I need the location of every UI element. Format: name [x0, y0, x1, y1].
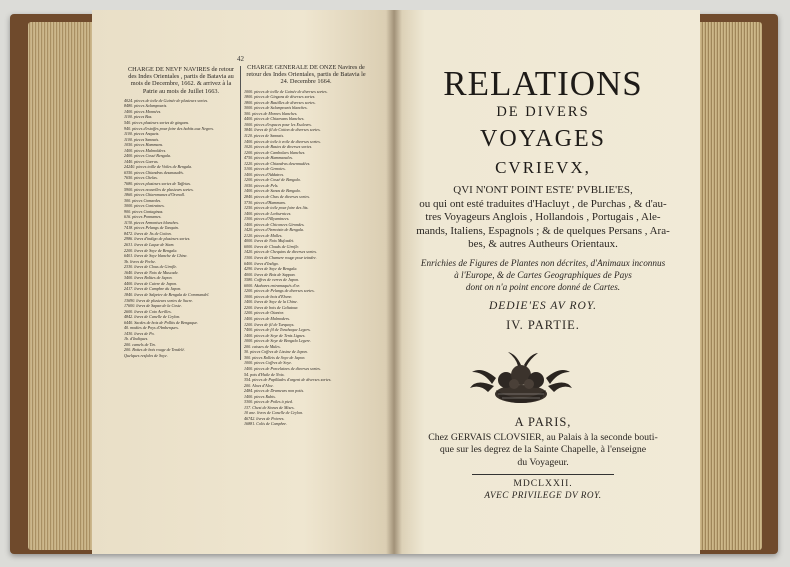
cargo-entry: 54. pots d'Huile de Noix. [244, 371, 285, 377]
cargo-entry: 1200. livres de fil de Turquoys. [244, 321, 295, 327]
cargo-entry: 2417. livres de Camphre du Japon. [124, 286, 182, 292]
cargo-entry: 1000. pieces de bois d'Ebene. [244, 293, 293, 299]
cargo-entry: 1220. pieces de Chiandras desennudées. [244, 160, 311, 166]
cargo-entry: 24240. pieces toille de Voiles de Bengala. [124, 164, 193, 170]
cargo-entry: 1000. pieces de toille de Guinée de diverses sortes. [244, 88, 328, 94]
cargo-entry: 300. pieces Rollets de Soye de Japon. [244, 354, 306, 360]
cargo-entry: 1300. livres de Chamere rouge pour teindre. [244, 255, 317, 261]
imprint-rule [472, 474, 614, 475]
cargo-entry: 1b. d'Indiques. [124, 336, 149, 342]
cargo-entry: 1840. livres de Salpetre de Bengala de Coromandel. [124, 291, 210, 297]
enrichment-line: à l'Europe, & de Cartes Geographiques de Pays [454, 269, 632, 280]
cargo-entry: 4400. livres de Cuivre de Japon. [124, 280, 178, 286]
cargo-entry: 1400. pieces d'Addatres. [244, 171, 285, 177]
cargo-entry: 1100. pieces Anquets. [124, 131, 160, 137]
cargo-entry: 1400. livres de Soye de la Chine. [244, 299, 298, 305]
cargo-entry: 200. caisses de Mules. [244, 343, 281, 349]
cargo-entry: 4400. pieces de Chianvans blanches. [244, 116, 305, 122]
cargo-entry: 2631. livres de Laque de Siam. [124, 242, 175, 248]
cargo-entry: 8472. livres de Jis de Cotton. [124, 230, 172, 236]
subtitle-line: QVI N'ONT POINT ESTE' PVBLIE'ES, [453, 184, 633, 196]
cargo-entry: 2200. livres de Soye de Bengala. [124, 247, 178, 253]
cargo-entry: 1120. pieces de Sannais. [244, 132, 285, 138]
cargo-entry: 3000. pieces de Salampouris blanches. [244, 105, 308, 111]
enrichment-block [396, 258, 690, 293]
cargo-column-1 [124, 66, 238, 359]
cargo-entry: 7400. pieces de fil de Tonchaque Legers. [244, 327, 311, 333]
cargo-entry: 1100. pieces Sannais. [124, 136, 160, 142]
subtitle-line: tres Voyageurs Anglois , Hollandois , Portugais , Ale- [425, 211, 661, 224]
part-number: IV. PARTIE. [506, 318, 580, 332]
cargo-entry: 13690. livres de plusieurs sortes de Sucre. [124, 297, 194, 303]
title-curieux: CVRIEVX, [495, 158, 591, 177]
basket-of-fruit-ornament [466, 348, 576, 406]
cargo-entry: 2400. pieces Cossé Bengala. [124, 153, 171, 159]
imprint-city: A PARIS, [514, 415, 572, 429]
page-edges-right [698, 22, 762, 550]
cargo-entry: 4290. livres de Soye de Bengala. [244, 266, 298, 272]
cargo-entry: 4000. livres de Bois de Sappan. [244, 271, 296, 277]
cargo-entry: 4750. pieces de Hammanales. [244, 155, 294, 161]
cargo-entry: 1400. pieces Monnées. [124, 108, 162, 114]
enrichment-line: Enrichies de Figures de Plantes non décrites, d'Animaux inconnus [420, 258, 666, 268]
title-de-divers: DE DIVERS [496, 104, 590, 120]
cargo-entry: 6350. pieces Chiandras desanaudés. [124, 169, 184, 175]
cargo-entry: 1400. pieces de Porcelaines de diverses sortes. [244, 365, 321, 371]
cargo-entry: 1000. pieces Coffres de Soye. [244, 360, 293, 366]
cargo-entry: 30. pieces Coffres de Lissine de Japon. [244, 349, 308, 355]
page-number: 42 [237, 55, 244, 63]
cargo-entry: 4024. pieces de toile de Guinée de plusieurs sortes. [124, 97, 209, 103]
cargo-column-2-list [244, 89, 368, 427]
cargo-entry: 17600. livres de Sapan de la Coste. [124, 303, 182, 309]
cargo-entry: 3730. pieces d'Hammans. [244, 199, 287, 205]
subtitle-line: mands, Italiens, Espagnols ; & de quelques Persans , Ara- [416, 224, 670, 237]
cargo-entry: 1050. pieces de Pels. [244, 182, 279, 188]
cargo-entry: 1200. pieces de Otantor. [244, 310, 284, 316]
title-voyages: VOYAGES [479, 126, 606, 152]
cargo-entry: 1400. pieces de Malmoders. [244, 316, 291, 322]
cargo-entry: 1440. pieces Gaeras. [124, 158, 159, 164]
cargo-entry: 3580. Coffres de verres de Japon. [244, 277, 300, 283]
cargo-entry: 2600. livres de Coto Acrilles. [124, 308, 172, 314]
imprint-line: du Voyageur. [517, 456, 569, 468]
cargo-entry: 1420. pieces de Chequins de diverses sortes. [244, 249, 317, 255]
cargo-entry: 200. Bottes de bois rouge de Tendelé. [124, 347, 186, 353]
cargo-entry: 2840. pieces de Chas de diverses sortes. [244, 194, 310, 199]
imprint-line: Chez GERVAIS CLOVSIER, au Palais à la seconde bouti- [428, 432, 658, 443]
cargo-entry: 10 ane. livres de Canelle de Ceylon. [244, 410, 304, 416]
cargo-entry: 4000. livres de Noix Mufcadet. [244, 238, 295, 244]
cargo-entry: 16881. Colis de Camphre. [244, 421, 287, 427]
cargo-entry: 1400. pieces de Soye de Tenis Lignes. [244, 332, 306, 338]
cargo-column-2-heading: CHARGE GENERALE DE ONZE Navires de retour des Indes Orientales, partis de Batavia le 24. Decembre 1664. [246, 64, 366, 86]
cargo-entry: 354. pieces de Papillades d'argent de diverses sortes. [244, 377, 332, 383]
publication-year: MDCLXXII. [513, 478, 573, 489]
cargo-entry: Quelques resfales de Soye. [124, 352, 168, 358]
cargo-entry: 2200. livres de bois de Caliatour. [244, 304, 299, 310]
cargo-entry: 1300. pieces d'Allyaminees. [244, 216, 290, 222]
cargo-entry: 137. Chest de Stones de Mises. [244, 404, 295, 410]
cargo-entry: 6440. Sacdes de bois de Pollits de Bengaque. [124, 319, 199, 325]
cargo-entry: 1130. pieces Armonises blanches. [124, 219, 179, 225]
cargo-entry: 3840. livres de fil de Cotton de diverses sortes. [244, 127, 321, 133]
cargo-column-1-heading: CHARGE DE NEVF NAVIRES de retour des Indes Orientales , partis de Batavia au mois de Decembre, 1662. & arrivez à la Patrie au mois de Juillet 1663. [127, 66, 235, 95]
cargo-entry: 6400. livres d'Indigo. [244, 260, 279, 266]
column-divider [240, 66, 241, 360]
cargo-entry: 2484. pieces de Drameurs non potis. [244, 388, 305, 394]
cargo-entry: 1430. livres de Po. [124, 330, 155, 336]
enrichment-line: dont on n'a point encore donné de Cartes. [465, 281, 621, 292]
cargo-entry: 2330. livres de Clous de Girofle. [124, 264, 178, 270]
subtitle-line: bes, & autres Autheurs Orientaux. [468, 238, 618, 251]
page-edges-left [28, 22, 100, 550]
cargo-entry: 3000. pieces Contraines. [124, 203, 165, 209]
cargo-entry: 2986. livres d'indigo de plusieurs sortes. [124, 236, 191, 242]
cargo-entry: 3400. livres Bolites de Japon. [124, 275, 173, 281]
cargo-entry: 6000. Akahares entramaqués d'or. [244, 282, 300, 288]
subtitle-block [396, 184, 690, 252]
cargo-entry: 1200. pieces de Cossé de Bengala. [244, 177, 301, 183]
cargo-entry: 900. pieces Contaginas. [124, 208, 164, 214]
cargo-entry: 5900. pieces nouvelles de plusieurs sortes. [124, 186, 194, 192]
cargo-entry: 4842. livres de Canelle de Ceylon. [124, 314, 181, 320]
imprint-block [396, 432, 690, 469]
title-relations: RELATIONS [443, 64, 643, 103]
cargo-entry: 1000. pieces d'espaces pour les Esclaves. [244, 121, 312, 127]
cargo-entry: 1200. pieces de Cambolaes blanches. [244, 149, 306, 155]
imprint-line: que sur les degrez de la Sainte Chapelle, à l'enseigne [439, 444, 647, 456]
cargo-entry: 7418. pieces Pelangs de Tanquin. [124, 225, 179, 231]
cargo-entry: 300. pieces Comardes. [124, 197, 162, 203]
cargo-entry: 2120. pieces de Malles. [244, 232, 283, 238]
cargo-entry: 7680. pieces plusieurs sortes de Taffetas. [124, 181, 192, 187]
cargo-entry: 1400. pieces de Sanas de Bengala. [244, 188, 301, 194]
cargo-entry: 940. pieces d'estoffes pour faire des habits aux Negres. [124, 125, 214, 131]
cargo-entry: 6401. livres de Soye blanche de Chine. [124, 253, 188, 259]
cargo-entry: 616. pieces Ponnames. [124, 214, 162, 220]
cargo-entry: 1420. pieces d'Armoisin de Bengala. [244, 227, 304, 233]
cargo-column-2 [244, 64, 368, 427]
cargo-entry: 1400. pieces de Leeburnices. [244, 210, 292, 216]
cargo-entry: 1050. pieces Hammans. [124, 142, 164, 148]
cargo-entry: 8480. pieces Salampouris. [124, 103, 168, 109]
cargo-entry: 1400. pieces Rubis. [244, 393, 276, 399]
cargo-entry: 1400. pieces de Chiconees Girondes. [244, 221, 305, 227]
cargo-entry: 200. camels de Tin. [124, 341, 156, 347]
cargo-entry: 200. Aloes d'Aloe. [244, 382, 274, 388]
cargo-entry: 3b. livres de Peche. [124, 258, 157, 264]
cargo-entry: 7650. pieces Chelas. [124, 175, 158, 181]
dedication: DEDIE'ES AV ROY. [488, 300, 598, 312]
cargo-entry: 1000. pieces de Soye de Bengala Legere. [244, 338, 311, 344]
cargo-entry: 1400. pieces de toile à voile de diverses sortes. [244, 138, 321, 144]
cargo-entry: 1640. livres de Noix de Muscade. [124, 269, 179, 275]
cargo-column-1-list [124, 98, 238, 359]
cargo-entry: 1800. pieces de Gingans de diverses sortes. [244, 94, 316, 100]
cargo-entry: 1860. pieces Chiaromanes d'Orenall. [124, 192, 185, 198]
cargo-entry: 1400. pieces Malmolders. [124, 147, 167, 153]
cargo-entry: 1100. pieces Bas. [124, 114, 153, 120]
cargo-entry: 1020. pieces de Bastes de diverses sortes. [244, 144, 313, 150]
cargo-entry: 6000. livres de Clouds de Girofle. [244, 243, 300, 249]
cargo-entry: 1200. pieces de Pelangs de diverses sortes. [244, 288, 315, 294]
cargo-entry: 3300. pieces de Poiles à pied. [244, 399, 293, 405]
cargo-entry: 40. modies de Poys d'Amberques. [124, 325, 179, 331]
subtitle-line: ou qui ont esté traduites d'Hacluyt , de Purchas , & d'au- [419, 197, 667, 210]
cargo-entry: 540. pieces plusieurs sortes de gingans. [124, 120, 190, 125]
cargo-entry: 3100. pieces de Gemoies. [244, 166, 286, 172]
cargo-entry: 46742. livres de Poivres. [244, 415, 285, 421]
cargo-entry: 1800. pieces de Bastilles de diverses sortes. [244, 99, 316, 105]
privilege-notice: AVEC PRIVILEGE DV ROY. [484, 490, 602, 500]
cargo-entry: 1250. pieces de toile pour faire des lits. [244, 205, 309, 211]
cargo-entry: 300. pieces de Mornes blanches. [244, 110, 298, 116]
